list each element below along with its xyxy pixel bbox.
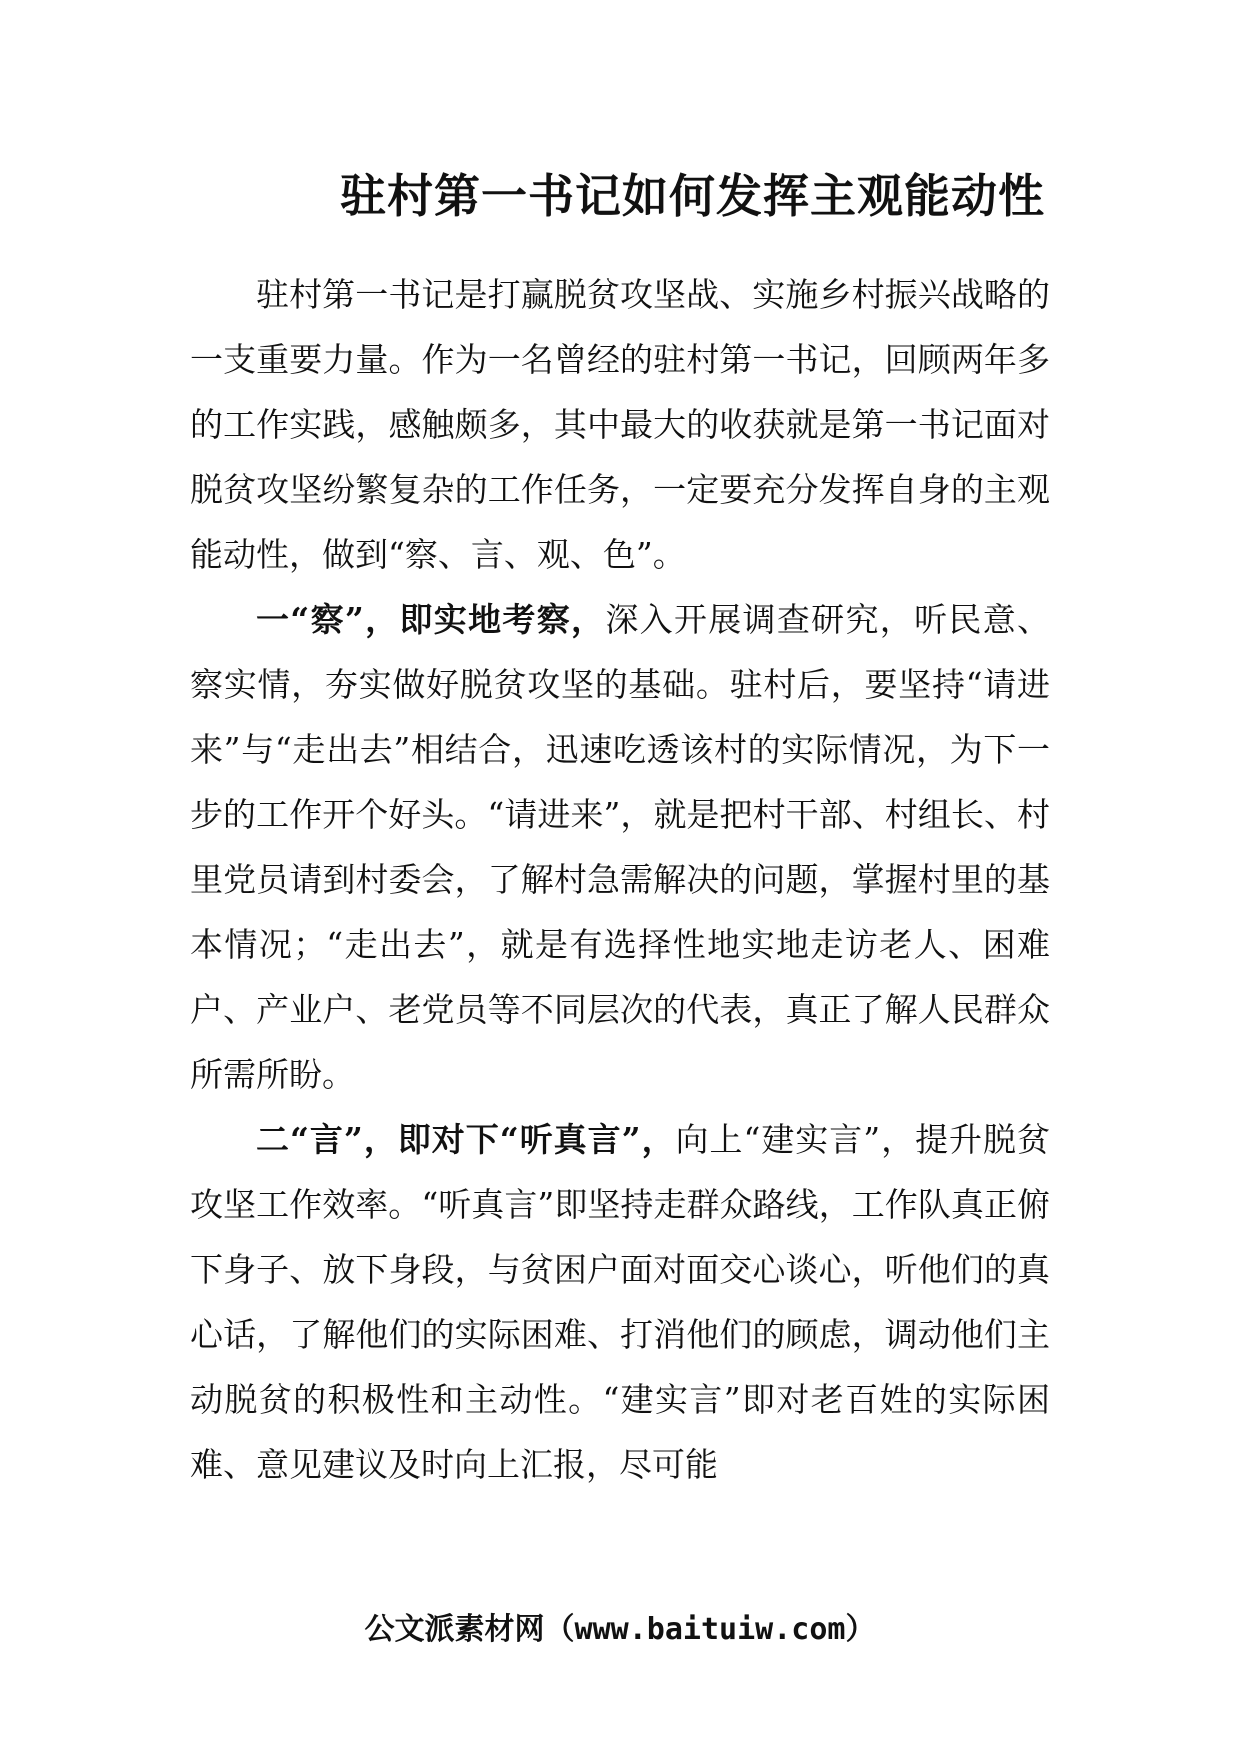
paragraph-cha-lead: 一“察”，即实地考察， (256, 600, 606, 639)
paragraph-intro (190, 262, 1050, 587)
paragraph-cha (190, 587, 1050, 1107)
footer-site-name: 公文派素材网（ (364, 1612, 575, 1647)
document-title: 驻村第一书记如何发挥主观能动性 (340, 169, 1045, 223)
page-footer (0, 1610, 1240, 1650)
paragraph-cha-text: 深入开展调查研究，听民意、察实情，夯实做好脱贫攻坚的基础。驻村后，要坚持“请进来”与“走出去”相结合，迅速吃透该村的实际情况，为下一步的工作开个好头。“请进来”，就是把村干部、村组长、村里党员请到村委会，了解村急需解决的问题，掌握村里的基本情况；“走出去”，就是有选择性地实地走访老人、困难户、产业户、老党员等不同层次的代表，真正了解人民群众所需所盼。 (190, 600, 1050, 1094)
paragraph-yan (190, 1107, 1050, 1497)
document-body (190, 262, 1050, 1497)
paragraph-intro-text: 驻村第一书记是打赢脱贫攻坚战、实施乡村振兴战略的一支重要力量。作为一名曾经的驻村第一书记，回顾两年多的工作实践，感触颇多，其中最大的收获就是第一书记面对脱贫攻坚纷繁复杂的工作任务，一定要充分发挥自身的主观能动性，做到“察、言、观、色”。 (190, 275, 1050, 574)
footer-suffix: ） (845, 1612, 876, 1647)
paragraph-yan-text: 向上“建实言”，提升脱贫攻坚工作效率。“听真言”即坚持走群众路线，工作队真正俯下身子、放下身段，与贫困户面对面交心谈心，听他们的真心话，了解他们的实际困难、打消他们的顾虑，调动他们主动脱贫的积极性和主动性。“建实言”即对老百姓的实际困难、意见建议及时向上汇报，尽可能 (190, 1120, 1050, 1484)
footer-url[interactable]: www.baituiw.com (574, 1612, 846, 1647)
paragraph-yan-lead: 二“言”，即对下“听真言”， (256, 1120, 676, 1159)
